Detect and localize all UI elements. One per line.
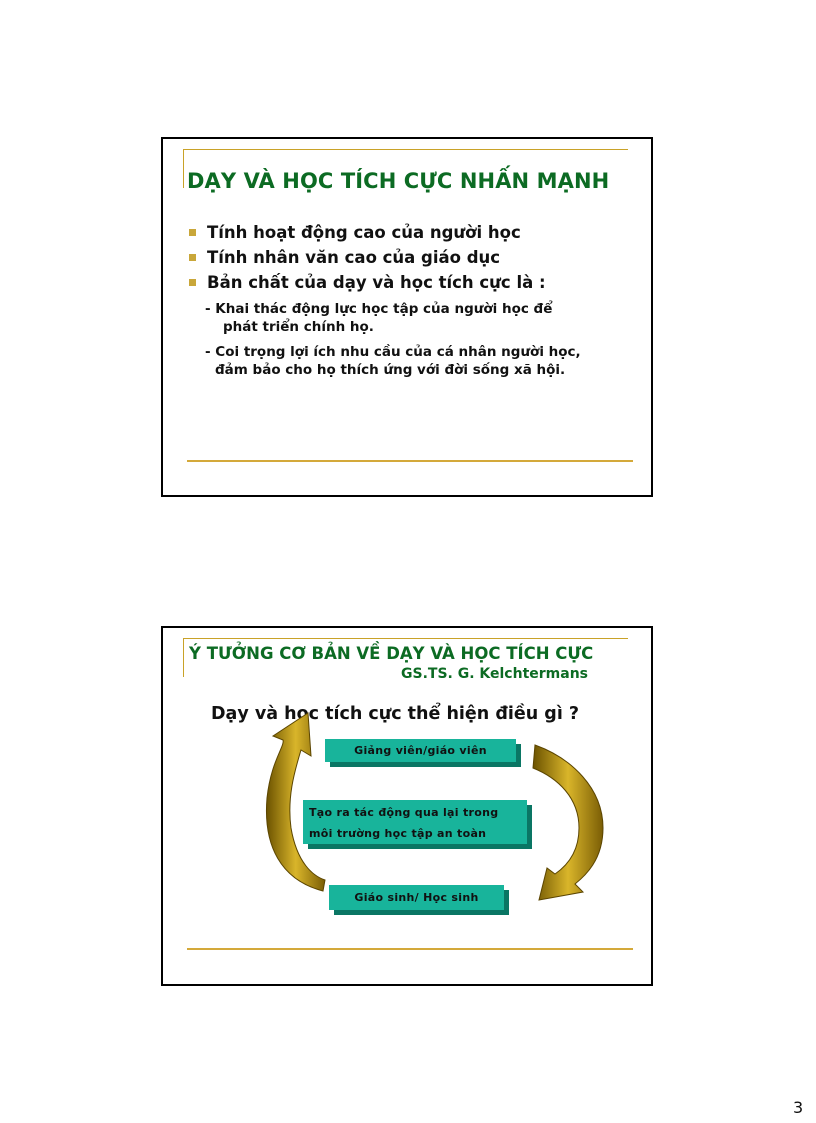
- bullet-text: Bản chất của dạy và học tích cực là :: [207, 273, 546, 292]
- slide-1-title: DẠY VÀ HỌC TÍCH CỰC NHẤN MẠNH: [187, 169, 610, 193]
- slide-2: [161, 626, 653, 986]
- square-bullet-icon: [189, 254, 196, 261]
- bullet-item: [189, 220, 546, 245]
- slide-2-title: Ý TƯỞNG CƠ BẢN VỀ DẠY VÀ HỌC TÍCH CỰC: [189, 644, 594, 663]
- slide-2-author: GS.TS. G. Kelchtermans: [401, 666, 588, 682]
- square-bullet-icon: [189, 229, 196, 236]
- interaction-line: môi trường học tập an toàn: [309, 827, 487, 840]
- slide-1: [161, 137, 653, 497]
- bullet-list: [189, 220, 546, 295]
- interaction-box: [303, 800, 527, 844]
- bullet-text: Tính hoạt động cao của người học: [207, 223, 521, 242]
- slide-footer-line: [187, 460, 633, 462]
- slide-footer-line: [187, 948, 633, 950]
- slide-2-question: Dạy và học tích cực thể hiện điều gì ?: [211, 704, 580, 724]
- interaction-line: Tạo ra tác động qua lại trong: [309, 806, 499, 819]
- bullet-item: [189, 270, 546, 295]
- student-box: Giáo sinh/ Học sinh: [329, 885, 504, 910]
- bullet-text: Tính nhân văn cao của giáo dục: [207, 248, 501, 267]
- sub-item-line: - Coi trọng lợi ích nhu cầu của cá nhân người học,: [205, 344, 581, 360]
- sub-item-line: - Khai thác động lực học tập của người học để: [205, 301, 553, 317]
- sub-item-line: đảm bảo cho họ thích ứng với đời sống xã hội.: [215, 362, 566, 378]
- sub-item-line: phát triển chính họ.: [223, 319, 374, 335]
- right-curved-arrow-icon: [533, 745, 603, 900]
- page-number: 3: [793, 1098, 804, 1117]
- bullet-item: [189, 245, 546, 270]
- teacher-box: Giảng viên/giáo viên: [325, 739, 516, 762]
- square-bullet-icon: [189, 279, 196, 286]
